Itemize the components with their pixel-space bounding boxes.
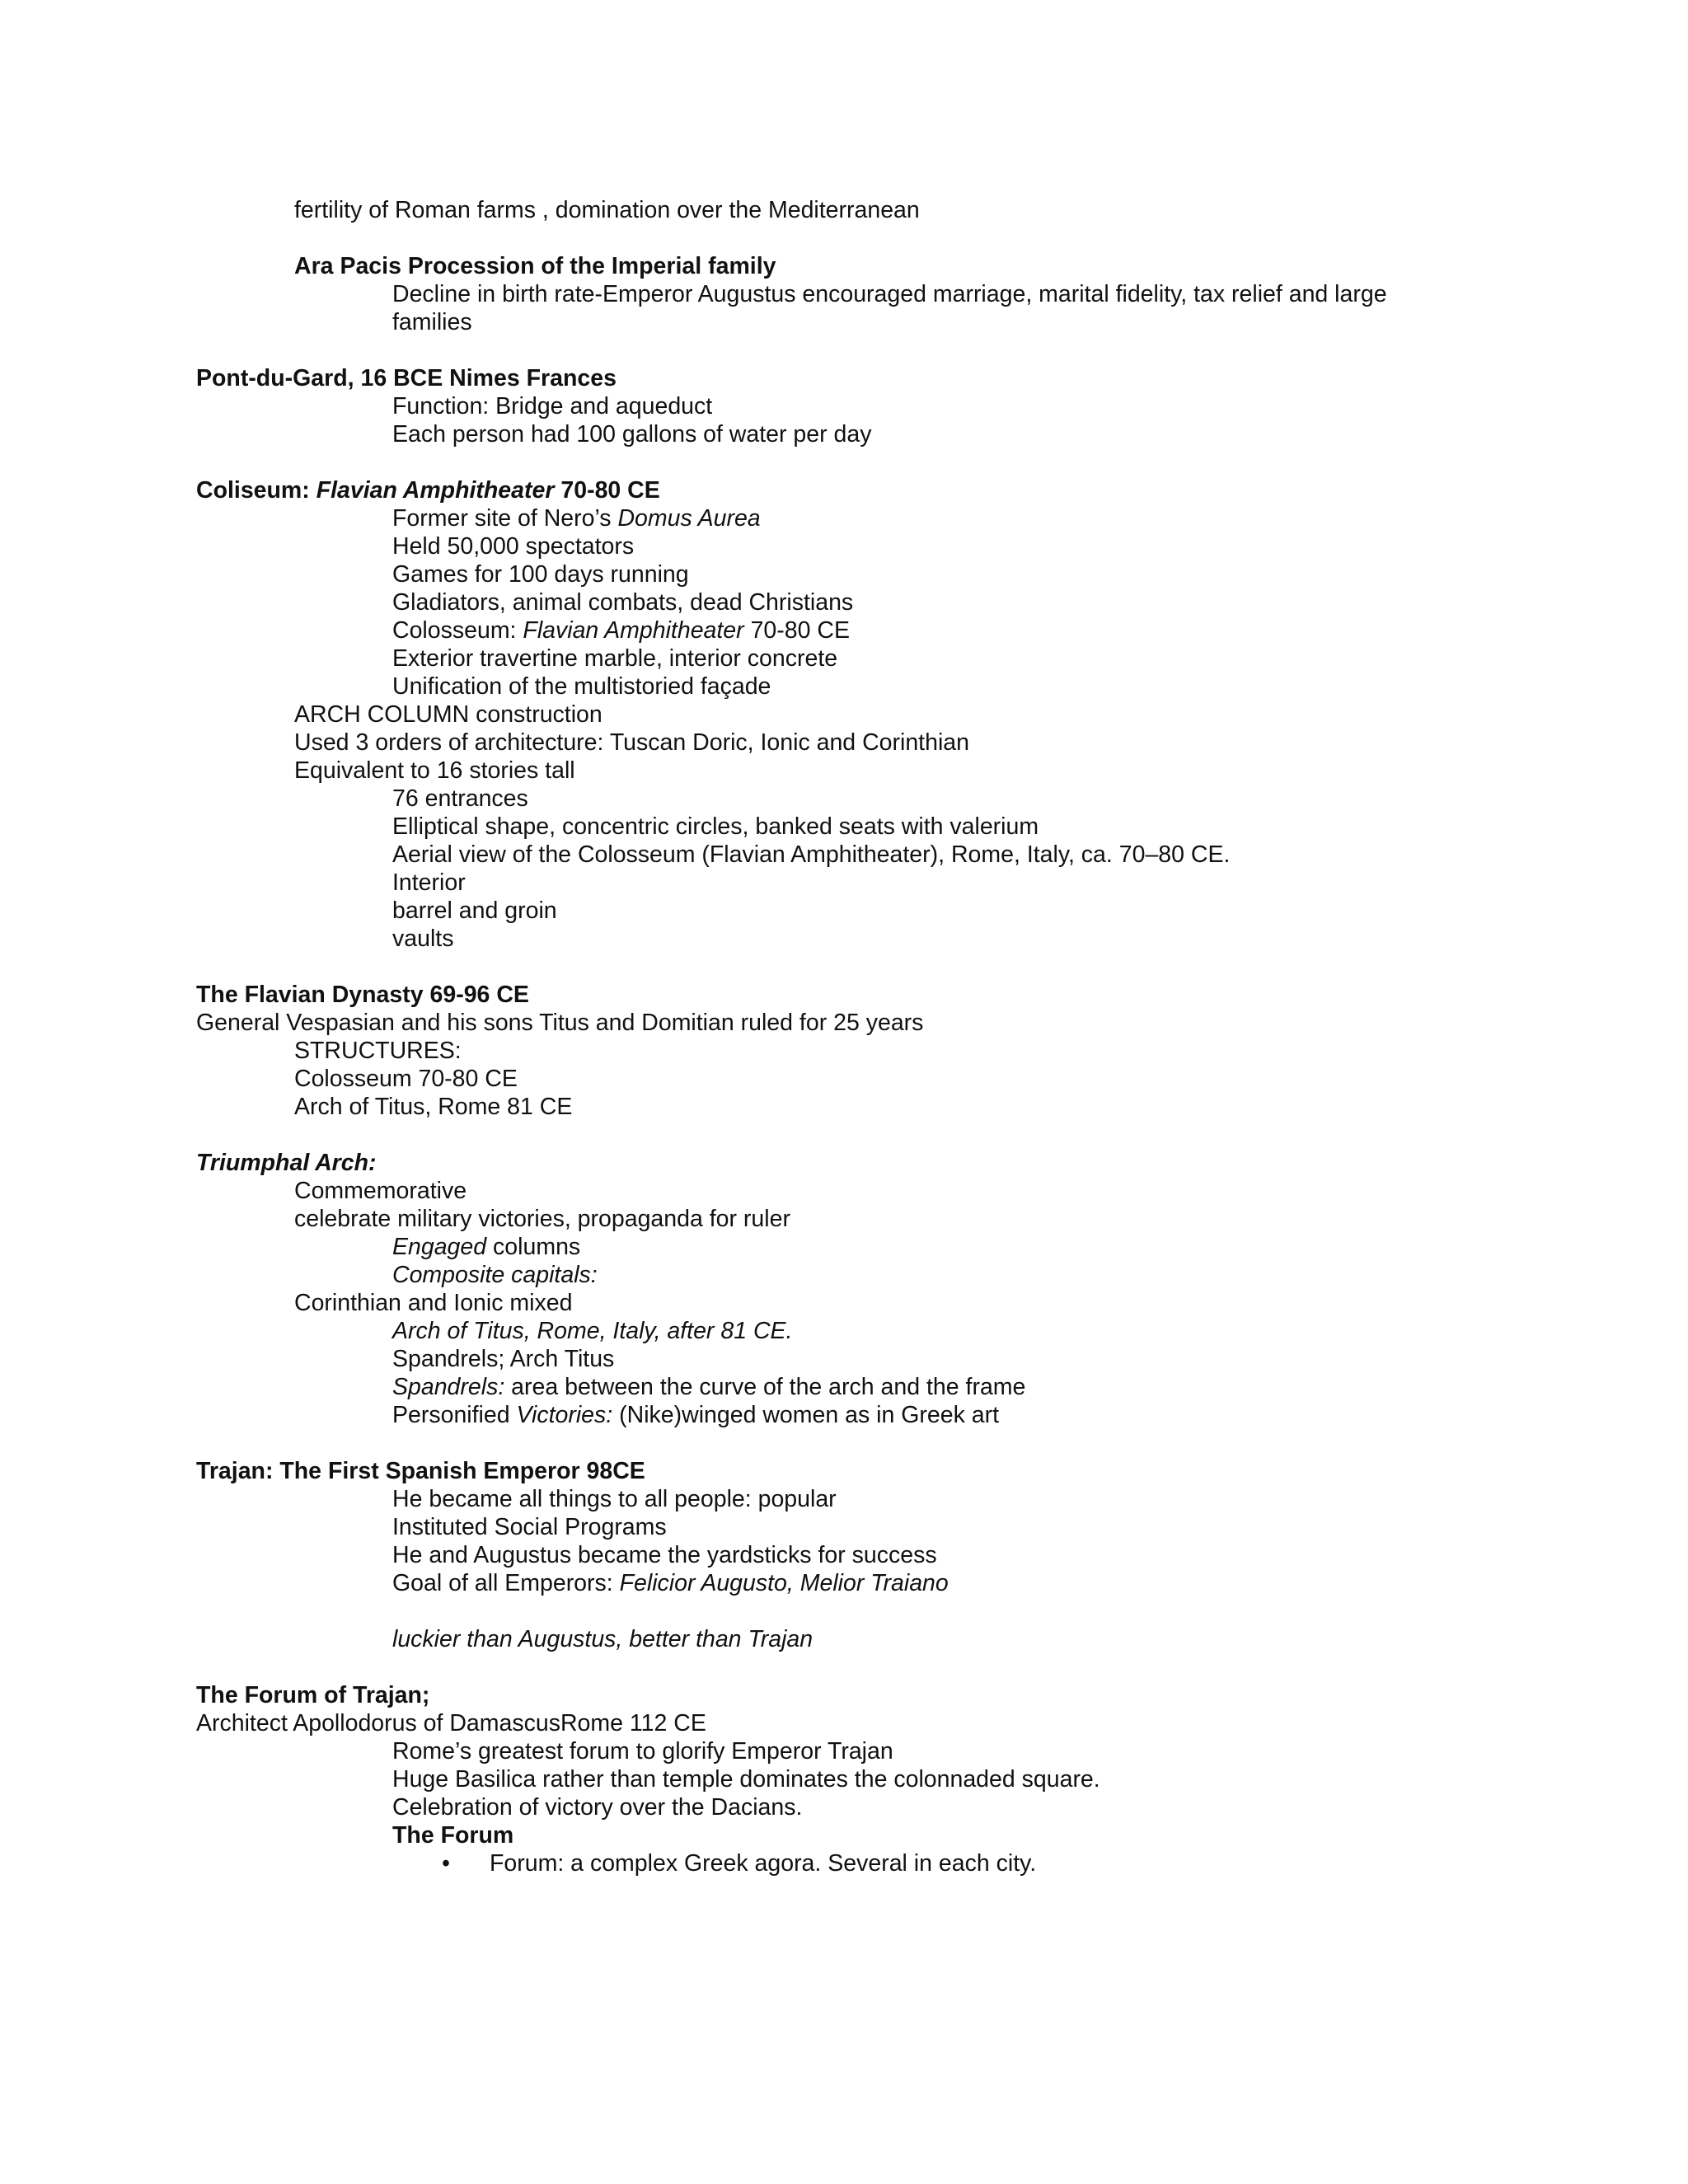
coliseum-line-1 [392, 504, 761, 532]
coliseum-line-10: Equivalent to 16 stories tall [294, 757, 575, 784]
coliseum-line-9: Used 3 orders of architecture: Tuscan Doric, Ionic and Corinthian [294, 729, 969, 756]
trajan-line-1: He became all things to all people: popular [392, 1486, 837, 1512]
triumphal-line-1: Commemorative [294, 1178, 467, 1204]
triumphal-line-8-italic: Spandrels: [392, 1374, 505, 1400]
triumphal-line-7: Spandrels; Arch Titus [392, 1346, 615, 1372]
coliseum-heading [196, 476, 660, 504]
ara-pacis-heading: Ara Pacis Procession of the Imperial family [294, 253, 776, 279]
coliseum-line-3: Games for 100 days running [392, 561, 689, 588]
triumphal-line-3-text: columns [486, 1234, 581, 1260]
trajan-line-4 [392, 1569, 949, 1597]
forum-line-2: Rome’s greatest forum to glorify Emperor Trajan [392, 1738, 893, 1765]
triumphal-line-9-text-a: Personified [392, 1402, 517, 1428]
flavian-line-1: General Vespasian and his sons Titus and Domitian ruled for 25 years [196, 1010, 924, 1036]
flavian-line-4: Arch of Titus, Rome 81 CE [294, 1094, 573, 1120]
triumphal-line-8 [392, 1373, 1025, 1401]
ara-pacis-line-2: families [392, 309, 472, 335]
triumphal-line-9 [392, 1401, 999, 1429]
forum-subheading: The Forum [392, 1822, 514, 1849]
trajan-line-3: He and Augustus became the yardsticks for success [392, 1542, 937, 1568]
coliseum-line-1-text: Former site of Nero’s [392, 505, 618, 532]
triumphal-line-8-text: area between the curve of the arch and the frame [504, 1374, 1026, 1400]
triumphal-line-9-italic: Victories: [516, 1402, 613, 1428]
triumphal-line-6: Arch of Titus, Rome, Italy, after 81 CE. [392, 1318, 793, 1344]
coliseum-line-7: Unification of the multistoried façade [392, 673, 771, 700]
trajan-line-4-text: Goal of all Emperors: [392, 1570, 620, 1596]
trajan-line-5: luckier than Augustus, better than Trajan [392, 1626, 814, 1652]
coliseum-line-8: ARCH COLUMN construction [294, 701, 603, 728]
triumphal-line-2: celebrate military victories, propaganda for ruler [294, 1206, 790, 1232]
coliseum-line-6: Exterior travertine marble, interior concrete [392, 645, 838, 672]
coliseum-heading-date: 70-80 CE [554, 477, 660, 504]
bullet-icon: • [442, 1850, 450, 1877]
coliseum-line-11: 76 entrances [392, 785, 528, 812]
forum-bullet-text: Forum: a complex Greek agora. Several in each city. [490, 1850, 1037, 1877]
pont-du-gard-line-2: Each person had 100 gallons of water per day [392, 421, 872, 448]
coliseum-line-2: Held 50,000 spectators [392, 533, 635, 560]
triumphal-heading: Triumphal Arch: [196, 1150, 377, 1176]
coliseum-line-5-italic: Flavian Amphitheater [523, 617, 744, 644]
pont-du-gard-heading: Pont-du-Gard, 16 BCE Nimes Frances [196, 365, 617, 391]
coliseum-line-4: Gladiators, animal combats, dead Christians [392, 589, 854, 616]
coliseum-line-5 [392, 616, 850, 644]
trajan-line-4-motto: Felicior Augusto, Melior Traiano [619, 1570, 949, 1596]
forum-line-1: Architect Apollodorus of DamascusRome 112 CE [196, 1710, 706, 1736]
coliseum-line-15: barrel and groin [392, 898, 557, 924]
pont-du-gard-line-1: Function: Bridge and aqueduct [392, 393, 713, 419]
coliseum-line-16: vaults [392, 926, 454, 952]
flavian-heading: The Flavian Dynasty 69-96 CE [196, 982, 529, 1008]
forum-heading: The Forum of Trajan; [196, 1682, 430, 1708]
coliseum-line-12: Elliptical shape, concentric circles, banked seats with valerium [392, 813, 1039, 840]
triumphal-line-3 [392, 1233, 580, 1261]
ara-pacis-line-1: Decline in birth rate-Emperor Augustus encouraged marriage, marital fidelity, tax relief and large [392, 281, 1387, 307]
forum-line-4: Celebration of victory over the Dacians. [392, 1794, 803, 1821]
intro-line: fertility of Roman farms , domination over the Mediterranean [294, 197, 920, 223]
triumphal-line-5: Corinthian and Ionic mixed [294, 1290, 573, 1316]
trajan-heading: Trajan: The First Spanish Emperor 98CE [196, 1458, 645, 1484]
coliseum-line-14: Interior [392, 869, 466, 896]
flavian-line-3: Colosseum 70-80 CE [294, 1066, 518, 1092]
coliseum-line-5-label: Colosseum: [392, 617, 523, 644]
flavian-line-2: STRUCTURES: [294, 1038, 462, 1064]
coliseum-line-1-italic: Domus Aurea [617, 505, 761, 532]
forum-line-3: Huge Basilica rather than temple dominates the colonnaded square. [392, 1766, 1100, 1793]
coliseum-heading-title: Flavian Amphitheater [316, 477, 555, 504]
trajan-line-2: Instituted Social Programs [392, 1514, 667, 1540]
triumphal-line-9-text-b: (Nike)winged women as in Greek art [612, 1402, 1000, 1428]
triumphal-line-4: Composite capitals: [392, 1262, 598, 1288]
coliseum-heading-label: Coliseum: [196, 477, 316, 504]
coliseum-line-13: Aerial view of the Colosseum (Flavian Amphitheater), Rome, Italy, ca. 70–80 CE. [392, 841, 1231, 868]
triumphal-line-3-italic: Engaged [392, 1234, 487, 1260]
coliseum-line-5-date: 70-80 CE [743, 617, 850, 644]
